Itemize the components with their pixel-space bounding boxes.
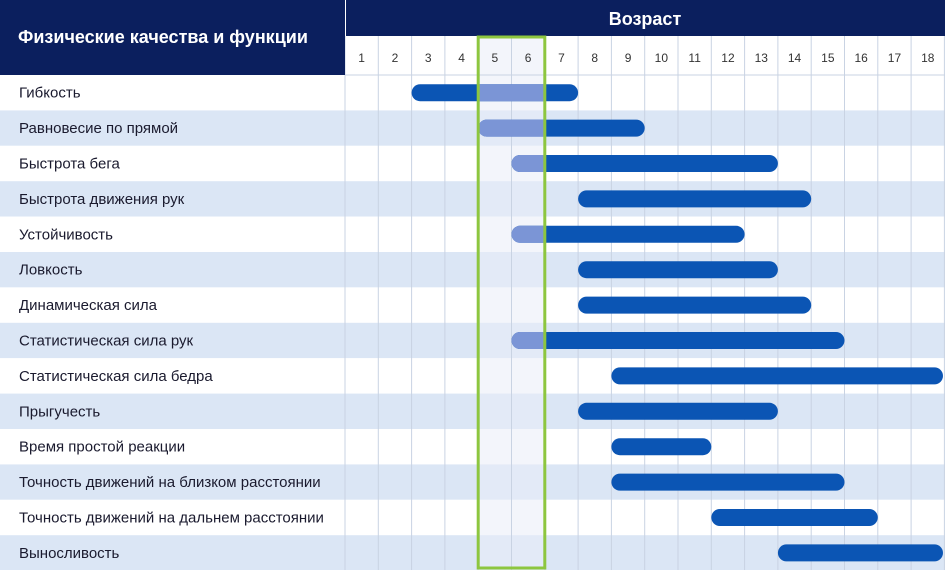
age-tick-label: 7 [558,51,565,65]
age-tick-label: 11 [688,51,701,65]
row-label: Устойчивость [19,226,113,244]
age-tick-label: 17 [887,51,902,65]
row-backgrounds [0,75,945,570]
row-label: Точность движений на дальнем расстоянии [19,509,324,527]
age-tick-label: 2 [391,51,399,65]
bar-dark [711,509,878,526]
bar-dark [578,297,811,314]
row-label: Выносливость [19,544,120,562]
row-label: Прыгучесть [19,403,101,421]
age-tick-label: 15 [821,51,835,65]
row-label: Статистическая сила бедра [19,367,213,385]
age-tick-label: 18 [921,51,935,65]
age-tick-label: 9 [624,51,632,65]
row-label: Точность движений на близком расстоянии [19,474,321,492]
bar-dark [611,474,844,491]
row-label: Быстрота движения рук [19,190,185,208]
age-tick-label: 14 [787,51,802,65]
row-label: Ловкость [19,261,83,279]
age-tick-label: 1 [358,51,365,65]
row-background [0,252,945,287]
column-header-title: Возраст [608,9,682,29]
row-label: Равновесие по прямой [19,120,179,138]
bar-dark [512,155,778,172]
age-tick-label: 10 [654,51,669,65]
age-tick-label: 5 [491,51,499,65]
bar-dark [578,261,778,278]
age-tick-label: 4 [458,51,465,65]
bar-dark [512,226,745,243]
row-background [0,394,945,429]
row-background [0,146,945,181]
bar-dark [611,367,943,384]
row-header-title: Физические качества и функции [18,27,308,47]
age-tick-label: 13 [754,51,768,65]
age-tick-label: 8 [591,51,599,65]
bar-dark [611,438,711,455]
age-tick-label: 6 [524,51,532,65]
age-tick-label: 16 [854,51,868,65]
bar-dark [578,190,811,207]
bar-dark [778,544,943,561]
row-label: Динамическая сила [19,297,158,315]
age-tick-label: 12 [721,51,735,65]
row-background [0,217,945,252]
bar-dark [512,332,845,349]
row-label: Гибкость [19,84,81,102]
row-label: Статистическая сила рук [19,332,194,350]
age-tick-label: 3 [424,51,432,65]
row-label: Быстрота бега [19,155,120,173]
row-label: Время простой реакции [19,438,186,456]
bar-dark [578,403,778,420]
